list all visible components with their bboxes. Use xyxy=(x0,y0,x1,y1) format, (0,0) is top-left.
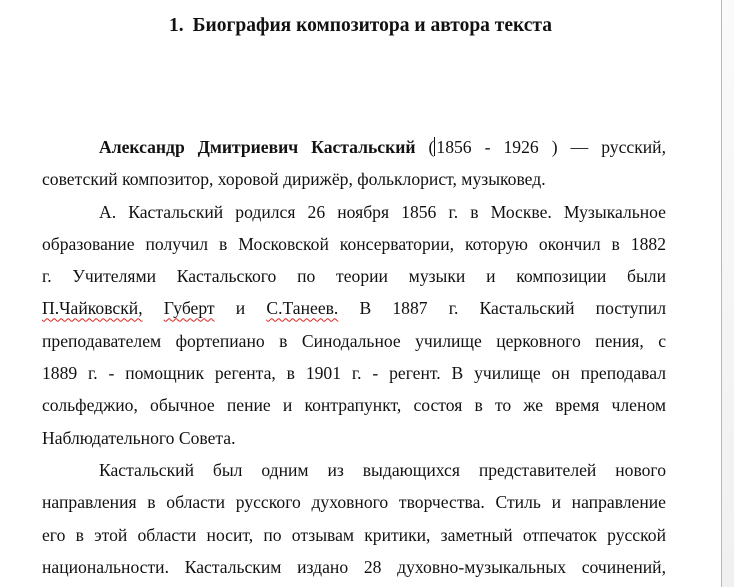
paragraph-2-line-6: 1889 г. - помощник регента, в 1901 г. - регент. В училище он преподавал xyxy=(42,363,666,384)
paragraph-3-line-3: его в этой области носит, по отзывам критики, заметный отпечаток русской xyxy=(42,524,666,545)
heading-title: Биография композитора и автора текста xyxy=(192,15,552,36)
paragraph-1-line-1 xyxy=(42,131,666,163)
line-rest: В 1887 г. Кастальский поступил xyxy=(359,298,666,319)
paragraph-1-line-2: советский композитор, хоровой дирижёр, фольклорист, музыковед. xyxy=(42,169,546,190)
paragraph-2-line-5: преподавателем фортепиано в Синодальное училище церковного пения, с xyxy=(42,330,666,351)
spellcheck-word[interactable]: Губерт xyxy=(163,298,215,319)
section-heading xyxy=(0,12,721,40)
paragraph-3-line-4: национальности. Кастальским издано 28 духовно-музыкальных сочинений, xyxy=(42,556,666,577)
conjunction: и xyxy=(235,298,246,319)
spellcheck-word[interactable]: С.Танеев. xyxy=(266,298,339,319)
spellcheck-word[interactable]: П.Чайковскй, xyxy=(42,298,143,319)
open-paren: ( xyxy=(428,137,435,157)
paragraph-2-line-1: А. Кастальский родился 26 ноября 1856 г. в Москве. Музыкальное xyxy=(99,201,666,222)
paragraph-2-line-3: г. Учителями Кастальского по теории музыки и композиции были xyxy=(42,266,666,287)
body-text[interactable] xyxy=(42,131,666,583)
paragraph-3-line-1: Кастальский был одним из выдающихся представителей нового xyxy=(99,459,666,480)
life-dates: 1856 - 1926 ) — русский, xyxy=(436,137,666,157)
paragraph-2-line-2: образование получил в Московской консерватории, которую окончил в 1882 xyxy=(42,233,666,254)
paragraph-3-line-2: направления в области русского духовного творчества. Стиль и направление xyxy=(42,492,666,513)
paragraph-2-line-4 xyxy=(42,292,666,324)
composer-name: Александр Дмитриевич Кастальский xyxy=(99,137,416,157)
paragraph-2-line-8: Наблюдательного Совета. xyxy=(42,427,236,448)
paragraph-2-line-7: сольфеджио, обычное пение и контрапункт, состоя в то же время членом xyxy=(42,395,666,416)
heading-number: 1. xyxy=(169,15,184,36)
workspace-gutter xyxy=(722,0,734,587)
